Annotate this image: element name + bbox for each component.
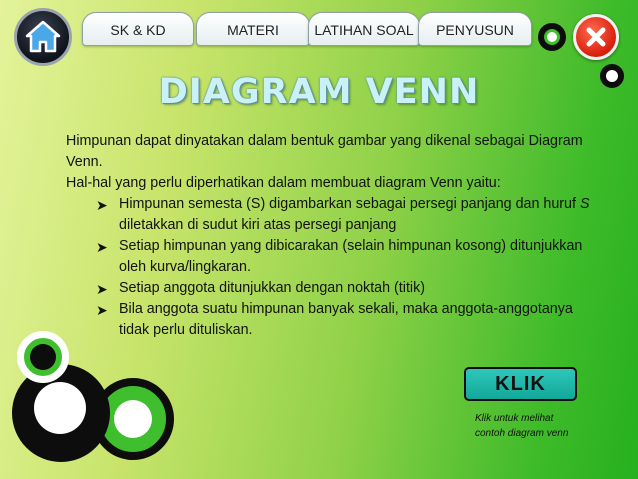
home-icon xyxy=(24,18,62,56)
bullet-text: Setiap himpunan yang dibicarakan (selain himpunan kosong) ditunjukkan oleh kurva/lingkaran. xyxy=(119,238,583,275)
decorative-dot xyxy=(30,344,56,370)
tab-materi[interactable] xyxy=(196,12,310,46)
bullet-text: Setiap anggota ditunjukkan dengan noktah (titik) xyxy=(119,280,426,296)
klik-button[interactable] xyxy=(464,367,577,401)
close-button[interactable] xyxy=(573,14,619,60)
hint-line: Klik untuk melihat xyxy=(475,413,554,424)
list-item xyxy=(96,194,596,236)
lead-text: Hal-hal yang perlu diperhatikan dalam membuat diagram Venn yaitu: xyxy=(66,175,501,191)
klik-hint xyxy=(475,411,615,441)
bullet-emphasis: S xyxy=(579,196,590,212)
klik-label: KLIK xyxy=(495,373,546,395)
bullet-text: Himpunan semesta (S) digambarkan sebagai persegi panjang dan huruf xyxy=(119,196,580,212)
tab-penyusun[interactable] xyxy=(418,12,532,46)
tab-label: LATIHAN SOAL xyxy=(314,22,414,38)
list-item xyxy=(96,299,596,341)
decorative-dot xyxy=(114,400,152,438)
bullet-text: Bila anggota suatu himpunan banyak sekali, maka anggota-anggotanya tidak perlu dituliskan. xyxy=(119,301,573,338)
decorative-dot xyxy=(34,382,86,434)
arrow-bullet-icon: ➤ xyxy=(96,302,108,318)
tab-latihan-soal[interactable] xyxy=(308,12,420,46)
list-item xyxy=(96,278,596,299)
decorative-ring-medium xyxy=(17,331,69,383)
bullet-text: diletakkan di sudut kiri atas persegi panjang xyxy=(119,217,397,233)
list-item xyxy=(96,236,596,278)
page-title: DIAGRAM VENN xyxy=(158,72,480,112)
decorative-ring-small xyxy=(538,23,566,51)
hint-line: contoh diagram venn xyxy=(475,428,569,439)
decorative-ring-large xyxy=(12,364,110,462)
bullet-list xyxy=(66,194,596,341)
decorative-dot xyxy=(547,32,557,42)
content-area xyxy=(66,131,596,341)
intro-text: Himpunan dapat dinyatakan dalam bentuk gambar yang dikenal sebagai Diagram Venn. xyxy=(66,133,583,170)
tab-label: PENYUSUN xyxy=(436,22,514,38)
tab-label: SK & KD xyxy=(110,22,166,38)
arrow-bullet-icon: ➤ xyxy=(96,239,108,255)
tab-label: MATERI xyxy=(227,22,279,38)
tab-sk-kd[interactable] xyxy=(82,12,194,46)
close-icon xyxy=(584,25,608,49)
home-button[interactable] xyxy=(14,8,72,66)
arrow-bullet-icon: ➤ xyxy=(96,281,108,297)
arrow-bullet-icon: ➤ xyxy=(96,197,108,213)
